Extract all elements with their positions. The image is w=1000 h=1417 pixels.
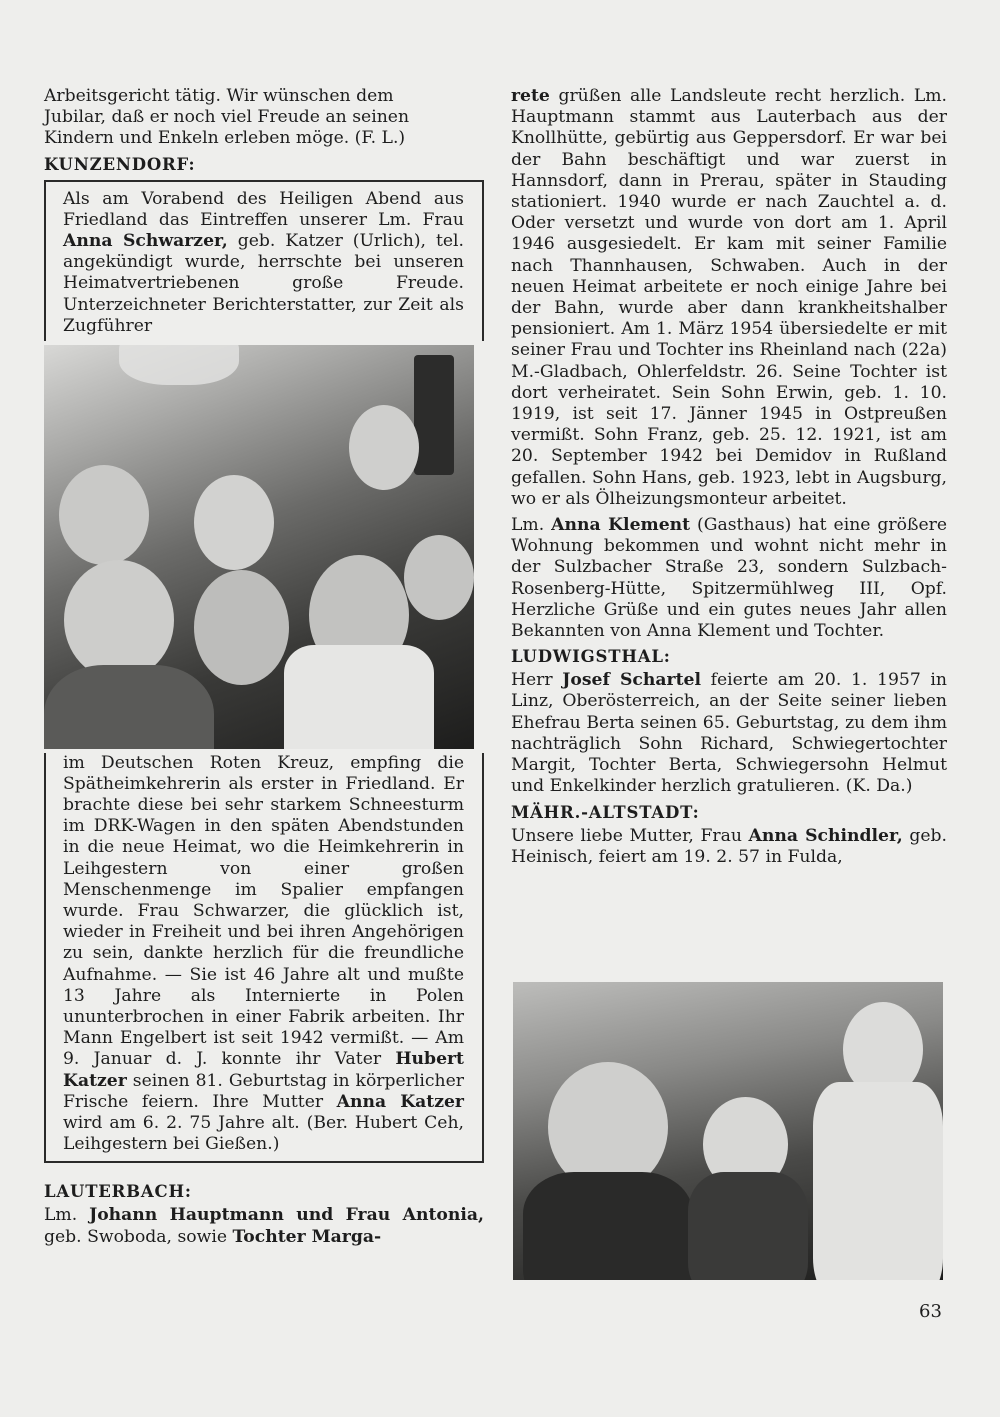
kunzendorf-box-bottom	[44, 753, 484, 1164]
intro-paragraph	[44, 86, 484, 150]
body-text: grüßen alle Landsleute recht herzlich. Lm. Hauptmann stammt aus Lauterbach aus der Knollhütte, gebürtig aus Geppersdorf. Er war bei der Bahn beschäftigt und war zuerst in Hannsdorf, dann in Prerau, später in Stauding stationiert. 1940 wurde er nach Zauchtel a. d. Oder versetzt und wurde von dort am 1. April 1946 ausgesiedelt. Er kam mit seiner Familie nach Thannhausen, Schwaben. Auch in der neuen Heimat arbeitete er noch einige Jahre bei der Bahn, wurde aber dann krankheitshalber pensioniert. Am 1. März 1954 übersiedelte er mit seiner Frau und Tochter ins Rheinland nach (22a) M.-Gladbach, Ohlerfeldstr. 26. Seine Tochter ist dort verheiratet. Sein Sohn Erwin, geb. 1. 10. 1919, ist seit 17. Jänner 1945 in Ostpreußen vermißt. Sohn Franz, geb. 25. 12. 1921, ist am 20. September 1942 bei Demidov in Rußland gefallen. Sohn Hans, geb. 1923, lebt in Augsburg, wo er als Ölheizungsmonteur arbeitet.	[511, 86, 947, 509]
family-photo	[44, 345, 474, 749]
body-text: feierte am 20. 1. 1957 in Linz, Oberösterreich, an der Seite seiner lieben Ehefrau Berta seinen 65. Geburtstag, zu dem ihm nachträglich Sohn Richard, Schwiegertochter Margit, Tochter Berta, Schwiegersohn Helmut und Enkelkinder herzlich gratulieren. (K. Da.)	[511, 670, 947, 797]
body-text: seinen 81. Geburtstag in körperlicher Frische feiern. Ihre Mutter	[63, 1070, 464, 1112]
kunzendorf-box-top	[44, 180, 484, 341]
person-name: rete	[511, 86, 550, 106]
altstadt-paragraph	[511, 826, 947, 868]
right-column	[511, 86, 947, 873]
grandmother-children-photo	[513, 982, 943, 1280]
body-text: Unsere liebe Mutter, Frau	[511, 825, 749, 846]
body-text: Als am Vorabend des Heiligen Abend aus Friedland das Eintreffen unserer Lm. Frau	[63, 188, 464, 230]
ludwigsthal-paragraph	[511, 670, 947, 797]
page-number: 63	[919, 1301, 942, 1322]
intro-line: Kindern und Enkeln erleben möge. (F. L.)	[44, 128, 406, 149]
section-heading-ludwigsthal: LUDWIGSTHAL:	[511, 647, 671, 667]
body-text: Lm.	[44, 1205, 90, 1226]
section-heading-lauterbach: LAUTERBACH:	[44, 1182, 192, 1202]
person-name: Anna Schindler,	[748, 825, 903, 846]
body-text: geb. Heinisch, feiert am 19. 2. 57 in Fulda,	[511, 825, 948, 867]
person-name: Anna Schwarzer,	[63, 231, 228, 252]
person-name: Hubert Katzer	[63, 1049, 464, 1091]
body-text: Lm.	[511, 515, 552, 536]
lauterbach-continued-paragraph	[511, 86, 947, 510]
person-name: Josef Schartel	[562, 670, 701, 691]
body-text: Herr	[511, 670, 563, 691]
body-text: im Deutschen Roten Kreuz, empfing die Spätheimkehrerin als erster in Friedland. Er brachte diese bei sehr starkem Schneesturm im DRK-Wagen in den späten Abendstunden in die neue Heimat, wo die Heimkehrerin in Leihgestern von einer großen Menschenmenge im Spalier empfangen wurde. Frau Schwarzer, die glücklich ist, wieder in Freiheit und bei ihren Angehörigen zu sein, dankte herzlich für die freundliche Aufnahme. — Sie ist 46 Jahre alt und mußte 13 Jahre als Internierte in Polen ununterbrochen in einer Fabrik arbeiten. Ihr Mann Engelbert ist seit 1942 vermißt. — Am 9. Januar d. J. konnte ihr Vater	[63, 752, 464, 1070]
person-name: Johann Hauptmann und Frau Antonia,	[89, 1205, 485, 1226]
body-text: geb. Swoboda, sowie	[44, 1226, 233, 1247]
left-column	[44, 86, 484, 1253]
body-text: wird am 6. 2. 75 Jahre alt. (Ber. Hubert Ceh, Leihgestern bei Gießen.)	[63, 1113, 464, 1155]
intro-line: Jubilar, daß er noch viel Freude an seinen	[44, 107, 410, 128]
person-name: Tochter Marga-	[232, 1226, 382, 1247]
lauterbach-paragraph	[44, 1205, 484, 1247]
body-text: geb. Katzer (Urlich), tel. angekündigt wurde, herrschte bei unseren Heimatvertriebenen große Freude. Unterzeichneter Berichterstatter, zur Zeit als Zugführer	[63, 231, 465, 336]
section-heading-maehr-altstadt: MÄHR.-ALTSTADT:	[511, 802, 700, 822]
section-heading-kunzendorf: KUNZENDORF:	[44, 154, 196, 174]
intro-line: Arbeitsgericht tätig. Wir wünschen dem	[44, 86, 394, 106]
klement-paragraph	[511, 515, 947, 642]
person-name: Anna Katzer	[336, 1091, 464, 1112]
person-name: Anna Klement	[551, 515, 691, 536]
body-text: (Gasthaus) hat eine größere Wohnung bekommen und wohnt nicht mehr in der Sulzbacher Straße 23, sondern Sulzbach-Rosenberg-Hütte, Spitzermühlweg III, Opf. Herzliche Grüße und ein gutes neues Jahr allen Bekannten von Anna Klement und Tochter.	[511, 515, 948, 642]
